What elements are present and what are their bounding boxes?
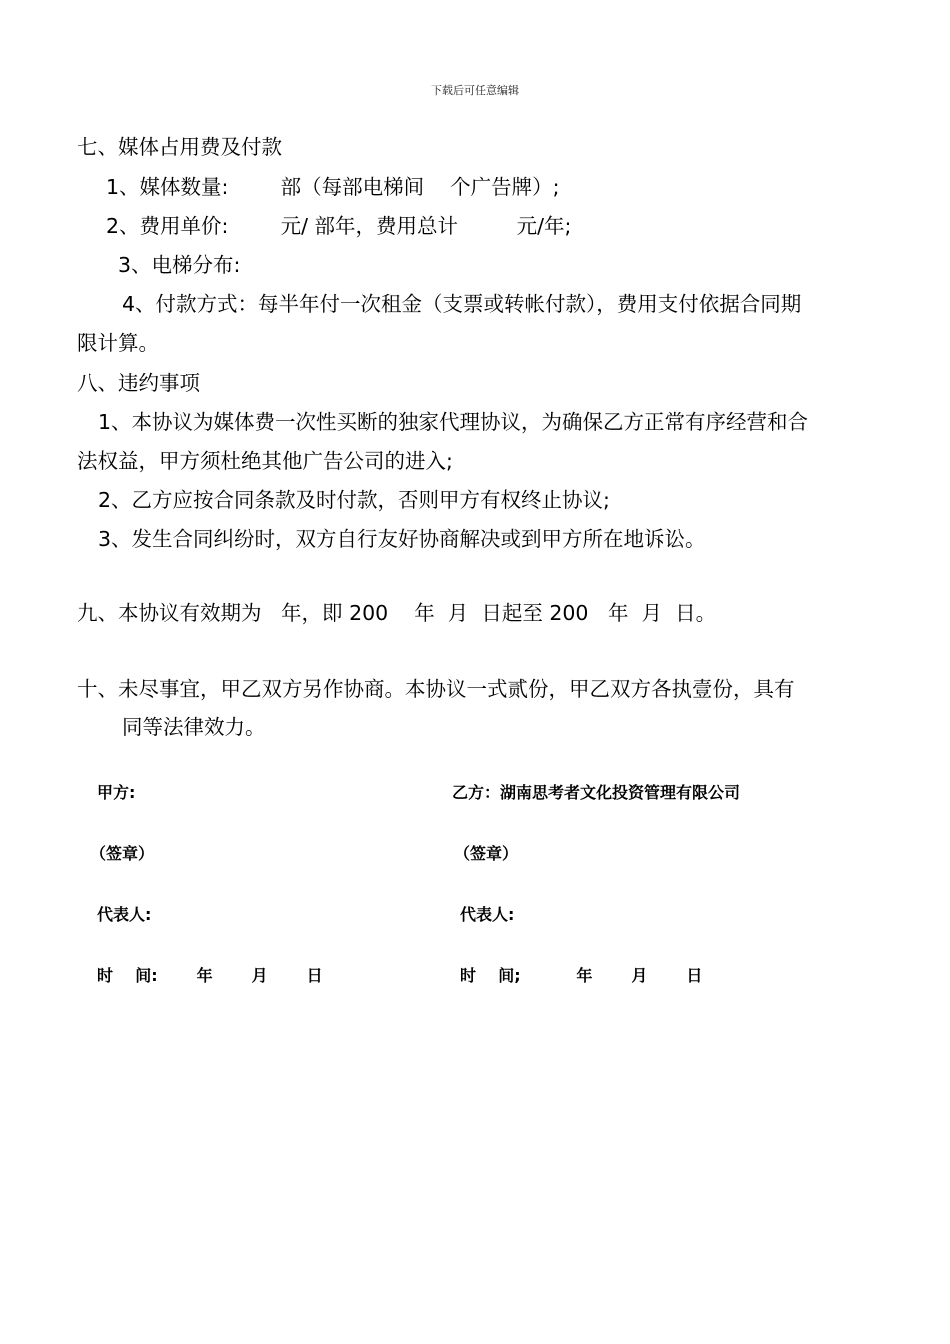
media-quantity-line: 1、媒体数量: 部（每部电梯间 个广告牌）; [106, 175, 560, 199]
party-a-label: 甲方: [97, 783, 136, 802]
payment-method-line-2: 限计算。 [77, 331, 159, 355]
party-b-representative: 代表人: [460, 905, 515, 924]
section-8-title: 八、违约事项 [77, 371, 200, 395]
party-a-date: 时 间: 年 月 日 [97, 966, 323, 985]
payment-method-line-1: 4、付款方式：每半年付一次租金（支票或转帐付款），费用支付依据合同期 [122, 292, 802, 316]
section-9-validity: 九、本协议有效期为 年，即 200 年 月 日起至 200 年 月 日。 [77, 601, 717, 625]
unit-price-line: 2、费用单价: 元/ 部年，费用总计 元/年; [106, 214, 572, 238]
breach-item-2: 2、乙方应按合同条款及时付款，否则甲方有权终止协议; [98, 488, 610, 512]
party-a-representative: 代表人: [97, 905, 152, 924]
breach-item-3: 3、发生合同纠纷时，双方自行友好协商解决或到甲方所在地诉讼。 [98, 527, 706, 551]
party-b-date: 时 间; 年 月 日 [460, 966, 703, 985]
elevator-distribution-line: 3、电梯分布: [118, 253, 241, 277]
breach-item-1-line-2: 法权益，甲方须杜绝其他广告公司的进入; [77, 449, 453, 473]
page-header: 下载后可任意编辑 [431, 84, 519, 97]
section-10-line-2: 同等法律效力。 [122, 715, 266, 739]
party-a-seal: （签章） [90, 844, 155, 863]
section-7-title: 七、媒体占用费及付款 [77, 135, 282, 159]
section-10-line-1: 十、未尽事宜，甲乙双方另作协商。本协议一式贰份，甲乙双方各执壹份，具有 [77, 677, 795, 701]
party-b-seal: （签章） [454, 844, 519, 863]
party-b-label: 乙方：湖南思考者文化投资管理有限公司 [452, 783, 741, 802]
breach-item-1-line-1: 1、本协议为媒体费一次性买断的独家代理协议，为确保乙方正常有序经营和合 [98, 410, 809, 434]
